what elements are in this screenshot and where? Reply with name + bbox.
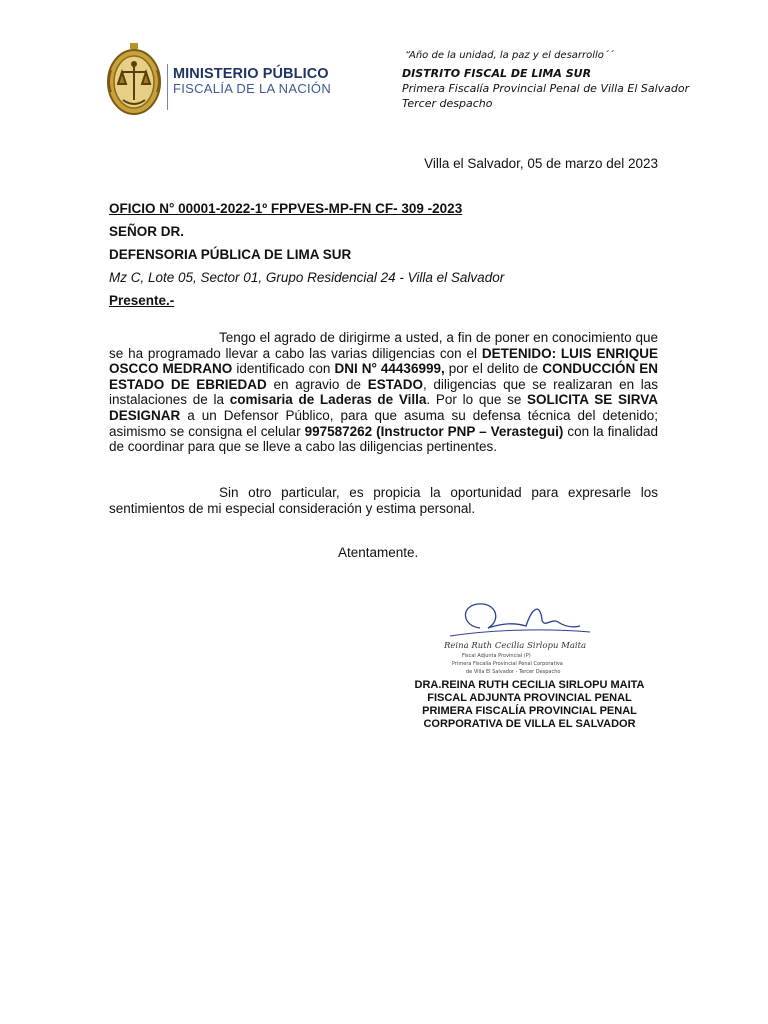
offense: CONDUCCIÓN EN ESTADO DE EBRIEDAD <box>109 361 658 392</box>
stamp-name: Reina Ruth Cecilia Sirlopu Maita <box>444 641 587 651</box>
detainee-name: DETENIDO: LUIS ENRIQUE OSCCO MEDRANO <box>109 345 658 377</box>
salutation: SEÑOR DR. <box>109 224 185 239</box>
detainee-dni: DNI N° 44436999, <box>334 361 445 377</box>
p1-text-1: Tengo el agrado de dirigirme a usted, a fin de poner en conocimiento que se ha programado llevar a cabo las varias diligencias con el <box>109 330 658 361</box>
org-subname: FISCALÍA DE LA NACIÓN <box>173 81 332 96</box>
signer-title-1: FISCAL ADJUNTA PROVINCIAL PENAL <box>427 692 632 704</box>
presente: Presente.- <box>109 293 175 308</box>
signer-title-2: PRIMERA FISCALÍA PROVINCIAL PENAL <box>422 705 637 717</box>
p1-text-5: , diligencias que se realizaran en las instalaciones de la <box>109 376 658 408</box>
office-name: Primera Fiscalía Provincial Penal de Villa El Salvador <box>402 82 690 95</box>
body-paragraph-1 <box>109 330 658 455</box>
stamp-line-3: Primera Fiscalía Provincial Penal Corporativa <box>452 661 563 667</box>
signature-block <box>402 679 657 731</box>
office-desk: Tercer despacho <box>402 97 493 110</box>
body-paragraph-2: Sin otro particular, es propicia la oportunidad para expresarle los sentimientos de mi especial consideración y estima personal. <box>109 485 658 516</box>
p1-text-3: por el delito de <box>444 361 543 377</box>
p1-text-7: a un Defensor Público, para que asuma su defensa técnica del detenido; asimismo se consigna el celular <box>109 407 658 439</box>
p1-text-6: . Por lo que se <box>426 392 528 408</box>
signer-name: DRA.REINA RUTH CECILIA SIRLOPU MAITA <box>414 679 645 691</box>
stamp-line-4: de Villa El Salvador - Tercer Despacho <box>466 669 561 675</box>
p1-text-4: en agravio de <box>266 376 368 392</box>
contact-phone: 997587262 (Instructor PNP – Verastegui) <box>304 423 564 439</box>
oficio-number: OFICIO N° 00001-2022-1º FPPVES-MP-FN CF- 309 -2023 <box>109 201 463 216</box>
closing: Atentamente. <box>338 545 419 560</box>
p1-text-8: con la finalidad de coordinar para que se lleve a cabo las diligencias pertinentes. <box>109 423 658 455</box>
p1-text-2: identificado con <box>232 361 335 377</box>
org-name: MINISTERIO PÚBLICO <box>173 66 329 82</box>
logo-divider <box>167 64 168 110</box>
stamp-line-2: Fiscal Adjunta Provincial (P) <box>462 653 531 659</box>
request-statement: SOLICITA SE SIRVA DESIGNAR <box>109 392 658 423</box>
signer-title-3: CORPORATIVA DE VILLA EL SALVADOR <box>423 718 636 730</box>
signature-stamp <box>440 598 600 682</box>
reference-block <box>109 201 659 316</box>
recipient: DEFENSORIA PÚBLICA DE LIMA SUR <box>109 247 352 262</box>
police-station: comisaria de Laderas de Villa <box>229 392 427 408</box>
date-line: Villa el Salvador, 05 de marzo del 2023 <box>424 156 658 171</box>
district-name: DISTRITO FISCAL DE LIMA SUR <box>402 67 592 80</box>
aggrieved-party: ESTADO <box>367 376 423 392</box>
recipient-address: Mz C, Lote 05, Sector 01, Grupo Residencial 24 - Villa el Salvador <box>109 270 505 285</box>
coat-of-arms-seal-icon <box>105 42 163 118</box>
year-motto: “Año de la unidad, la paz y el desarrollo´´ <box>405 50 614 61</box>
